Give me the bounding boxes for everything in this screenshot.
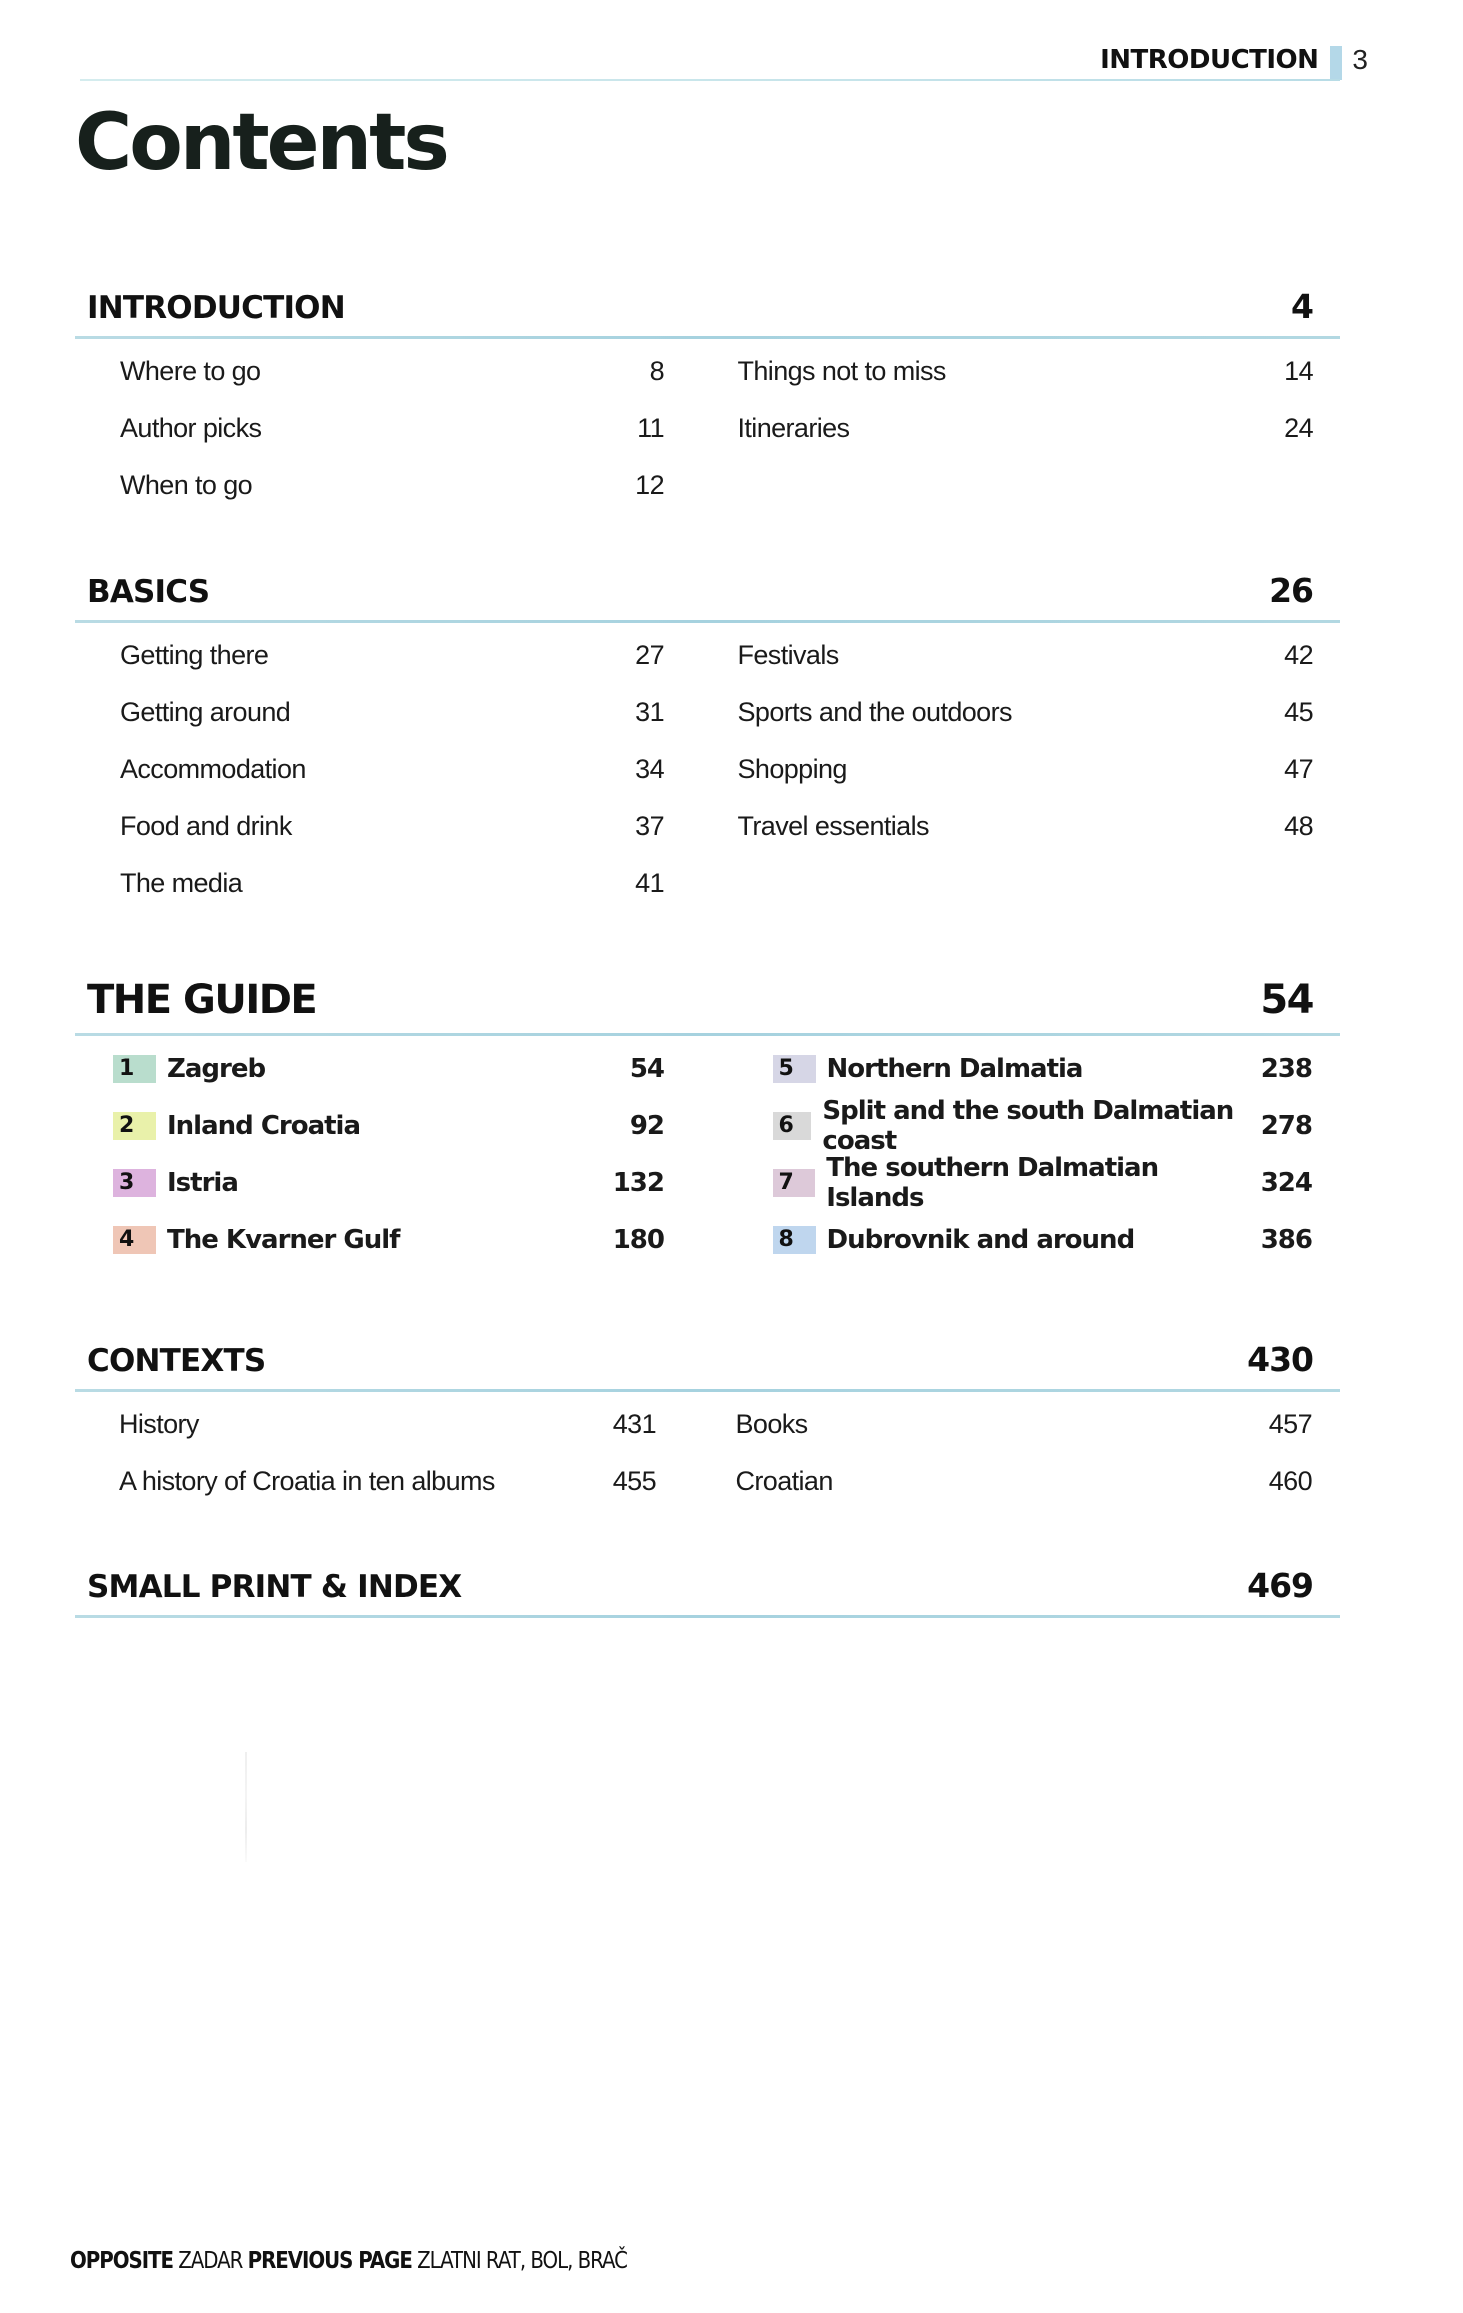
entry-label: Author picks (120, 413, 262, 443)
page-number: 3 (1352, 44, 1368, 75)
toc-column-left (75, 1040, 708, 1268)
entry-label: Where to go (120, 356, 261, 386)
section-title: INTRODUCTION (87, 290, 345, 326)
entry-page: 42 (1284, 640, 1313, 670)
section-rule (75, 1389, 1340, 1392)
entry-page: 41 (635, 868, 664, 898)
toc-column-left (75, 627, 708, 912)
entry-label: The media (120, 868, 243, 898)
toc-column-left (75, 1396, 708, 1510)
guide-chapter-entry[interactable] (773, 1154, 1313, 1211)
toc-entry[interactable] (736, 1396, 1313, 1453)
entry-page: 238 (1260, 1053, 1312, 1084)
guide-chapter-entry[interactable] (773, 1211, 1313, 1268)
guide-chapter-entry[interactable] (113, 1211, 664, 1268)
running-header-section: INTRODUCTION (1100, 45, 1319, 75)
guide-chapter-entry[interactable] (113, 1097, 664, 1154)
toc-entry[interactable] (738, 741, 1314, 798)
guide-chapter-entry[interactable] (113, 1040, 664, 1097)
toc-entry[interactable] (120, 798, 664, 855)
chapter-number-badge: 6 (773, 1112, 812, 1140)
entry-label: The southern Dalmatian Islands (826, 1152, 1159, 1213)
entry-page: 460 (1268, 1466, 1312, 1496)
toc-entry[interactable] (738, 627, 1314, 684)
chapter-number-badge: 5 (773, 1055, 816, 1083)
toc-entry[interactable] (120, 400, 664, 457)
section-title: CONTEXTS (87, 1343, 266, 1379)
chapter-number-badge: 2 (113, 1112, 156, 1140)
entry-label: Getting there (120, 640, 269, 670)
chapter-number-badge: 8 (773, 1226, 816, 1254)
chapter-number-badge: 4 (113, 1226, 156, 1254)
section-heading[interactable] (75, 1335, 1340, 1379)
section-rule (75, 1033, 1340, 1036)
entry-label: Books (735, 1409, 808, 1439)
toc-section-introduction (75, 282, 1340, 514)
entry-page: 11 (637, 413, 664, 443)
entry-label: Split and the south Dalmatian coast (822, 1095, 1234, 1156)
toc-column-right (708, 1396, 1341, 1510)
caption-value-opposite: ZADAR (178, 2248, 243, 2274)
section-marker-tab (1330, 46, 1342, 80)
section-page: 26 (1269, 571, 1313, 610)
chapter-number-badge: 1 (113, 1055, 156, 1083)
section-title: SMALL PRINT & INDEX (87, 1569, 462, 1605)
toc-entry[interactable] (120, 684, 664, 741)
entry-page: 54 (629, 1053, 664, 1084)
entry-page: 37 (635, 811, 664, 841)
entry-label: Northern Dalmatia (826, 1053, 1083, 1084)
section-title: BASICS (87, 574, 210, 610)
chapter-number-badge: 7 (773, 1169, 816, 1197)
caption-label-previous: PREVIOUS PAGE (247, 2248, 412, 2274)
caption-label-opposite: OPPOSITE (70, 2248, 173, 2274)
entry-page: 431 (612, 1409, 656, 1439)
entry-label: Zagreb (167, 1053, 266, 1084)
section-heading[interactable] (75, 282, 1340, 326)
entry-page: 457 (1268, 1409, 1312, 1439)
section-rule (75, 1615, 1340, 1618)
entry-label: Festivals (737, 640, 839, 670)
toc-entry[interactable] (738, 798, 1314, 855)
toc-section-contexts (75, 1335, 1340, 1510)
guide-chapter-entry[interactable] (773, 1040, 1313, 1097)
entry-label: Accommodation (120, 754, 306, 784)
section-page: 430 (1247, 1340, 1313, 1379)
entry-page: 324 (1260, 1167, 1312, 1198)
section-heading[interactable] (75, 566, 1340, 610)
entry-label: Croatian (735, 1466, 833, 1496)
entry-page: 278 (1260, 1110, 1312, 1141)
entry-page: 92 (629, 1110, 664, 1141)
entry-label: A history of Croatia in ten albums (119, 1466, 495, 1496)
entry-label: Shopping (737, 754, 847, 784)
section-heading[interactable] (75, 979, 1340, 1023)
entry-page: 132 (612, 1167, 664, 1198)
toc-section-basics (75, 566, 1340, 912)
toc-column-left (75, 343, 708, 514)
toc-entry[interactable] (119, 1453, 656, 1510)
scan-artifact-line (245, 1752, 247, 1862)
toc-section-guide (75, 979, 1340, 1268)
toc-entry[interactable] (120, 343, 664, 400)
entry-label: When to go (120, 470, 253, 500)
header-rule (80, 79, 1340, 81)
running-header (1100, 42, 1368, 78)
section-rule (75, 620, 1340, 623)
entry-page: 24 (1284, 413, 1313, 443)
section-page: 469 (1247, 1566, 1313, 1605)
entry-label: Sports and the outdoors (737, 697, 1012, 727)
entry-page: 386 (1260, 1224, 1312, 1255)
section-heading[interactable] (75, 1561, 1340, 1605)
toc-entry[interactable] (119, 1396, 656, 1453)
toc-section-small-print (75, 1561, 1340, 1618)
entry-label: Food and drink (120, 811, 292, 841)
toc-entry[interactable] (120, 627, 664, 684)
entry-label: Inland Croatia (167, 1110, 361, 1141)
entry-page: 455 (612, 1466, 656, 1496)
toc-entry[interactable] (738, 343, 1314, 400)
entry-label: Itineraries (737, 413, 850, 443)
entry-page: 180 (612, 1224, 664, 1255)
entry-page: 48 (1284, 811, 1313, 841)
toc-entry[interactable] (738, 400, 1314, 457)
entry-page: 45 (1284, 697, 1313, 727)
guide-chapter-entry[interactable] (113, 1154, 664, 1211)
entry-label: Dubrovnik and around (826, 1224, 1135, 1255)
toc-entry[interactable] (120, 457, 664, 514)
section-title: THE GUIDE (87, 977, 317, 1023)
entry-label: The Kvarner Gulf (167, 1224, 400, 1255)
section-page: 54 (1260, 977, 1313, 1023)
photo-caption (70, 2248, 627, 2274)
caption-value-previous: ZLATNI RAT, BOL, BRAČ (417, 2248, 627, 2274)
entry-page: 34 (635, 754, 664, 784)
toc-entry[interactable] (736, 1453, 1313, 1510)
section-rule (75, 336, 1340, 339)
entry-page: 8 (649, 356, 664, 386)
toc-column-right (708, 627, 1341, 912)
entry-label: Things not to miss (737, 356, 946, 386)
entry-label: History (119, 1409, 199, 1439)
entry-label: Travel essentials (737, 811, 929, 841)
entry-page: 14 (1284, 356, 1313, 386)
guide-chapter-entry[interactable] (773, 1097, 1313, 1154)
toc-entry[interactable] (738, 684, 1314, 741)
chapter-number-badge: 3 (113, 1169, 156, 1197)
page-title: Contents (75, 98, 447, 188)
entry-label: Istria (167, 1167, 238, 1198)
entry-page: 31 (635, 697, 664, 727)
entry-page: 12 (635, 470, 664, 500)
entry-label: Getting around (120, 697, 291, 727)
toc-column-right (708, 343, 1341, 514)
toc-entry[interactable] (120, 855, 664, 912)
entry-page: 47 (1284, 754, 1313, 784)
toc-entry[interactable] (120, 741, 664, 798)
toc-column-right (708, 1040, 1341, 1268)
entry-page: 27 (635, 640, 664, 670)
section-page: 4 (1291, 287, 1313, 326)
